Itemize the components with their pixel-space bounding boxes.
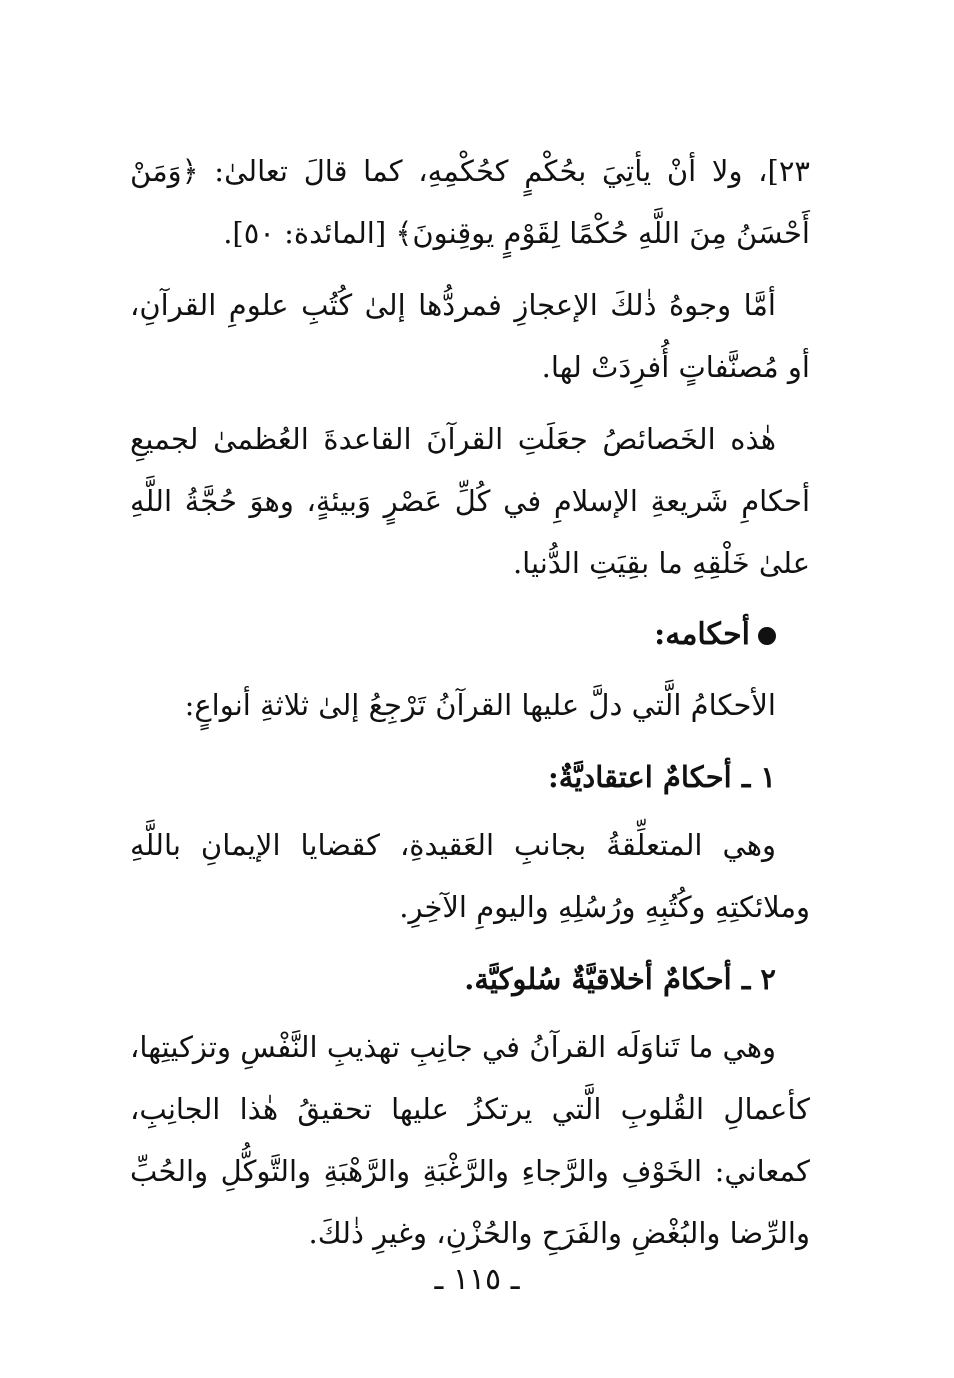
page-body — [130, 140, 810, 1274]
paragraph-moral-rulings: وهي ما تَناوَلَه القرآنُ في جانِبِ تهذيبِ النَّفْسِ وتزكيتِها، كأعمالِ القُلوبِ الَّتي يرتكزُ عليها تحقيقُ هٰذا الجانِبِ، كمعاني: الخَوْفِ والرَّجاءِ والرَّغْبَةِ والرَّهْبَةِ والتَّوكُّلِ والحُبِّ والرِّضا والبُغْضِ والفَرَحِ والحُزْنِ، وغيرِ ذٰلكَ. — [130, 1030, 810, 1250]
section-heading-text: أحكامه: — [654, 617, 750, 652]
paragraph-creedal-rulings: وهي المتعلِّقةُ بجانبِ العَقيدةِ، كقضايا الإيمانِ باللَّهِ وملائكتِهِ وكُتُبِهِ ورُسُلِهِ واليومِ الآخِرِ. — [130, 828, 810, 924]
paragraph-quran-verse: ٢٣]، ولا أنْ يأتِيَ بحُكْمٍ كحُكْمِهِ، كما قالَ تعالىٰ: ﴿وَمَنْ أَحْسَنُ مِنَ اللَّهِ حُكْمًا لِقَوْمٍ يوقِنونَ﴾ [المائدة: ٥٠]. — [130, 154, 810, 250]
paragraph-characteristics: هٰذه الخَصائصُ جعَلَتِ القرآنَ القاعدةَ العُظمىٰ لجميعِ أحكامِ شَريعةِ الإسلامِ في كُلِّ عَصْرٍ وَبيئةٍ، وهوَ حُجَّةُ اللَّهِ علىٰ خَلْقِهِ ما بقِيَتِ الدُّنيا. — [130, 422, 810, 580]
section-intro: الأحكامُ الَّتي دلَّ عليها القرآنُ تَرْجِعُ إلىٰ ثلاثةِ أنواعٍ: — [184, 688, 776, 722]
bullet-icon — [758, 627, 776, 645]
section-heading — [130, 604, 810, 666]
paragraph-miracle-aspects: أمَّا وجوهُ ذٰلكَ الإعجازِ فمردُّها إلىٰ كُتُبِ علومِ القرآنِ، أو مُصنَّفاتٍ أُفرِدَتْ لها. — [130, 288, 810, 384]
subheading-creedal-rulings: ١ ـ أحكامٌ اعتقاديَّةٌ: — [547, 760, 776, 794]
page-number: ـ ١١٥ ـ — [434, 1262, 520, 1297]
subheading-moral-rulings: ٢ ـ أحكامٌ أخلاقيَّةٌ سُلوكيَّة. — [464, 962, 776, 996]
